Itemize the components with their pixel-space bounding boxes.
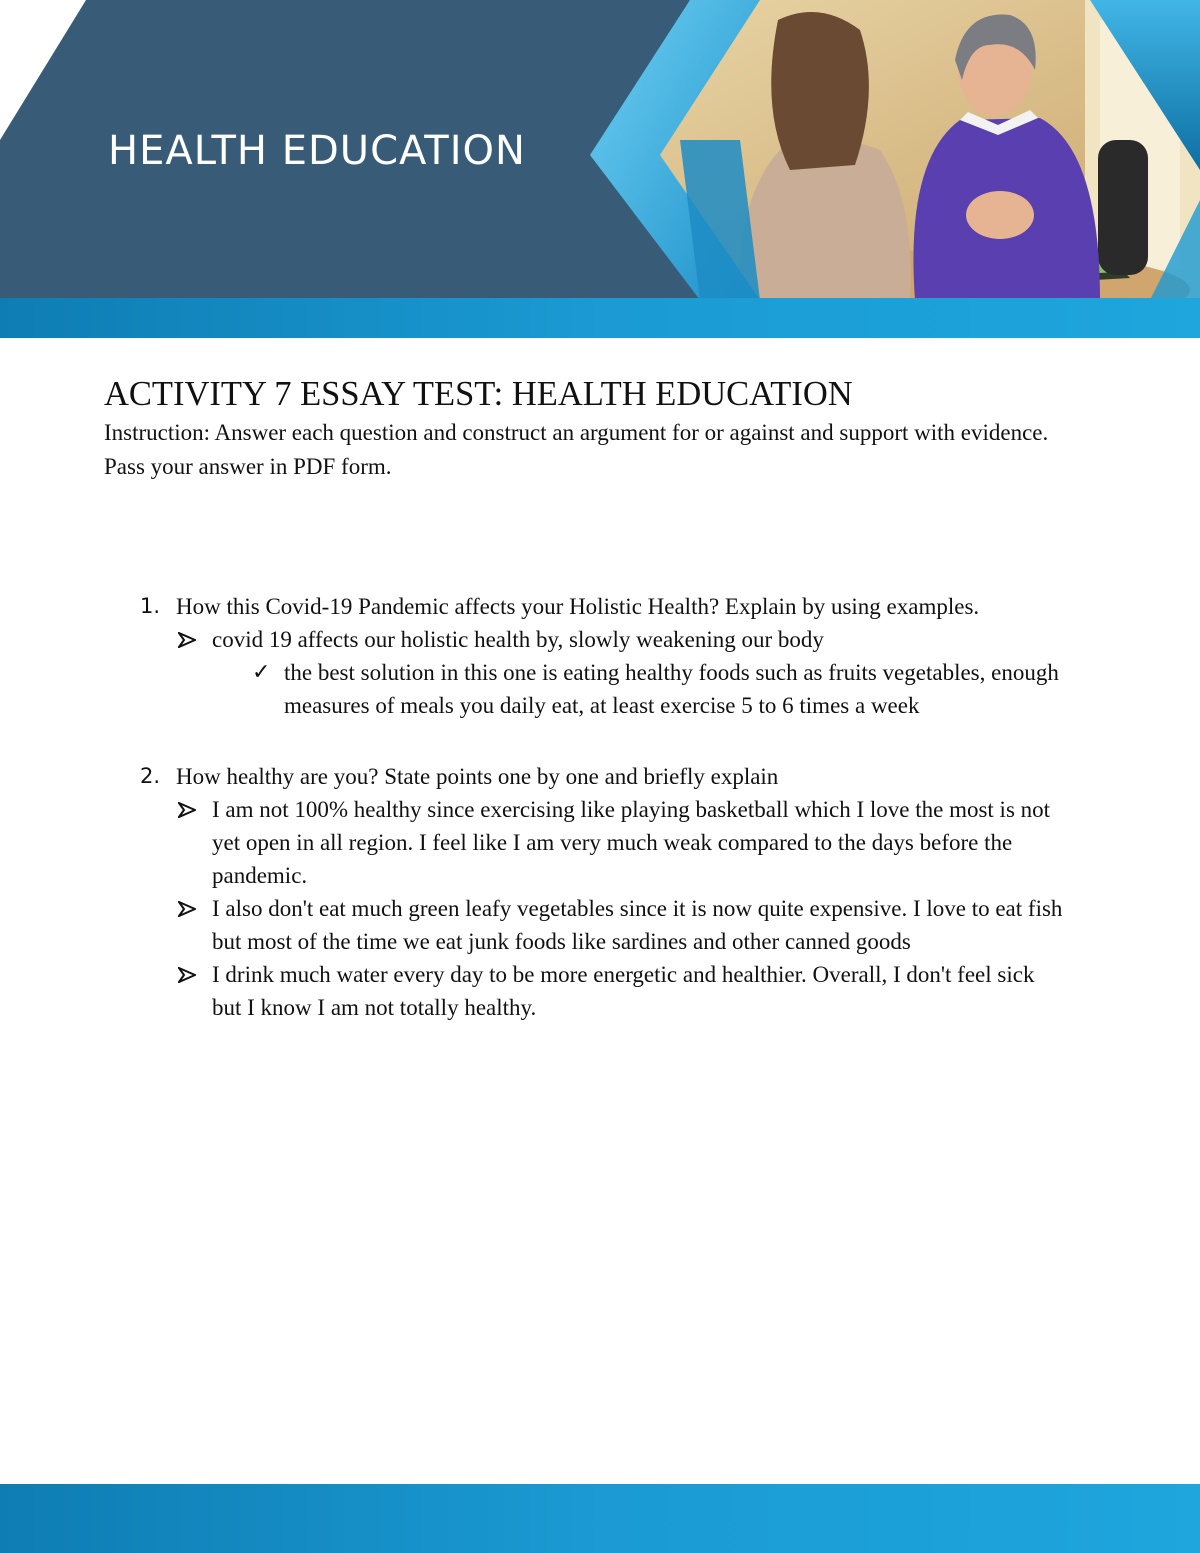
document-body — [104, 375, 1064, 1024]
detail-text: the best solution in this one is eating healthy foods such as fruits vegetables, enough measures of meals you daily eat, at least exercise 5 to 6 times a week — [284, 660, 1059, 718]
answer-text: covid 19 affects our holistic health by, slowly weakening our body — [212, 627, 824, 652]
question-2 — [104, 760, 1064, 1024]
question-list — [104, 590, 1064, 1024]
arrowhead-bullet-icon — [178, 802, 196, 818]
bottom-accent-band — [0, 1484, 1200, 1553]
answer-item — [176, 623, 1064, 722]
arrowhead-bullet-icon — [178, 901, 196, 917]
answer-list — [176, 623, 1064, 722]
answer-item — [176, 793, 1064, 892]
answer-text: I drink much water every day to be more energetic and healthier. Overall, I don't feel sick but I know I am not totally healthy. — [212, 962, 1035, 1020]
header-banner — [0, 0, 1200, 300]
question-1 — [104, 590, 1064, 722]
question-number: 2. — [140, 764, 161, 788]
detail-item — [212, 656, 1064, 722]
answer-text: I also don't eat much green leafy vegetables since it is now quite expensive. I love to eat fish but most of the time we eat junk foods like sardines and other canned goods — [212, 896, 1063, 954]
instruction-text: Instruction: Answer each question and construct an argument for or against and support with evidence. Pass your answer in PDF form. — [104, 420, 1049, 479]
checkmark-icon: ✓ — [252, 660, 271, 685]
answer-list — [176, 793, 1064, 1024]
answer-text: I am not 100% healthy since exercising like playing basketball which I love the most is not yet open in all region. I feel like I am very much weak compared to the days before the pandemic. — [212, 797, 1051, 888]
question-text: How healthy are you? State points one by one and briefly explain — [176, 764, 779, 789]
activity-title: ACTIVITY 7 ESSAY TEST: HEALTH EDUCATION — [104, 375, 853, 413]
arrowhead-bullet-icon — [178, 967, 196, 983]
detail-list — [212, 656, 1064, 722]
question-text: How this Covid-19 Pandemic affects your Holistic Health? Explain by using examples. — [176, 594, 980, 619]
question-number: 1. — [140, 594, 161, 618]
answer-item — [176, 892, 1064, 958]
header-title: HEALTH EDUCATION — [108, 128, 526, 174]
top-accent-band — [0, 298, 1200, 338]
answer-item — [176, 958, 1064, 1024]
arrowhead-bullet-icon — [178, 632, 196, 648]
header-corner-triangle — [0, 0, 86, 140]
